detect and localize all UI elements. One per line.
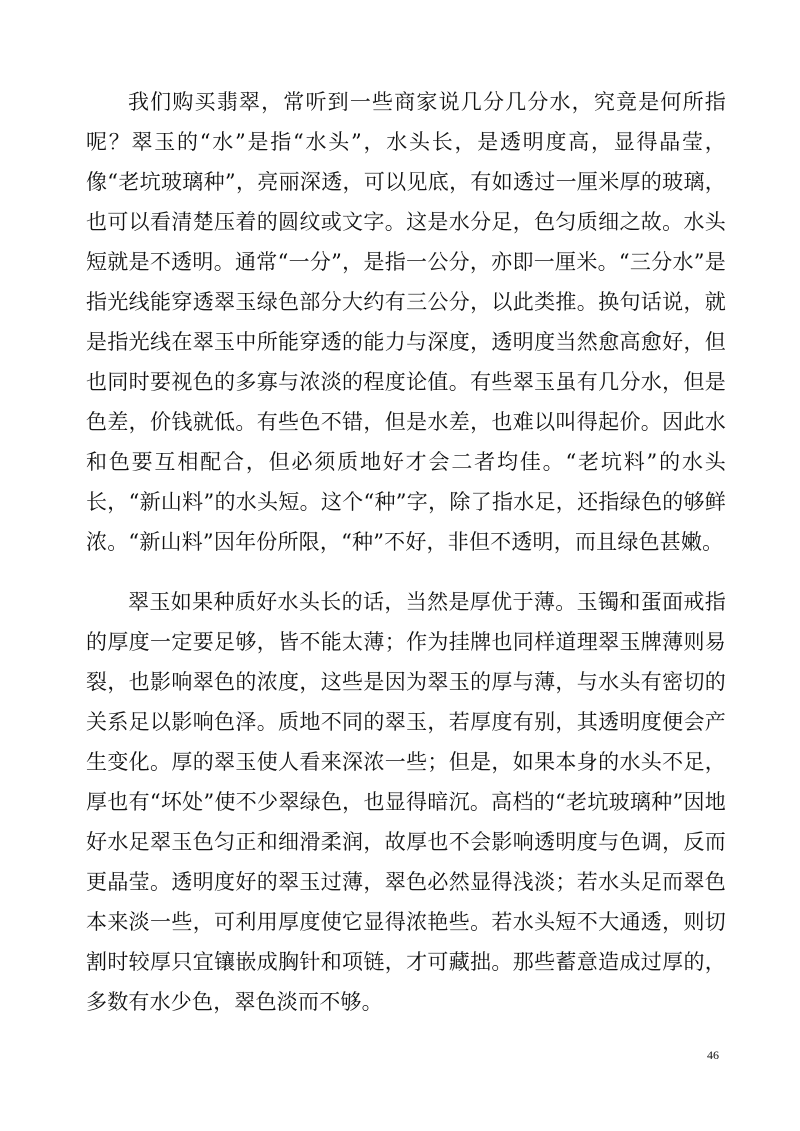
page-number: 46 xyxy=(707,1048,719,1062)
paragraph-thickness: 翠玉如果种质好水头长的话，当然是厚优于薄。玉镯和蛋面戒指的厚度一定要足够，皆不能太薄；作为挂牌也同样道理翠玉牌薄则易裂，也影响翠色的浓度，这些是因为翠玉的厚与薄，与水头有密切的关系足以影响色泽。质地不同的翠玉，若厚度有别，其透明度便会产生变化。厚的翠玉使人看来深浓一些；但是，如果本身的水头不足，厚也有“坏处”使不少翠绿色，也显得暗沉。高档的“老坑玻璃种”因地好水足翠玉色匀正和细滑柔润，故厚也不会影响透明度与色调，反而更晶莹。透明度好的翠玉过薄，翠色必然显得浅淡；若水头足而翠色本来淡一些，可利用厚度使它显得浓艳些。若水头短不大通透，则切割时较厚只宜镶嵌成胸针和项链，才可藏拙。那些蓄意造成过厚的，多数有水少色，翠色淡而不够。 xyxy=(86,590,726,1014)
paragraph-water-head: 我们购买翡翠，常听到一些商家说几分几分水，究竟是何所指呢？翠玉的“水”是指“水头”，水头长，是透明度高，显得晶莹，像“老坑玻璃种”，亮丽深透，可以见底，有如透过一厘米厚的玻璃，也可以看清楚压着的圆纹或文字。这是水分足，色匀质细之故。水头短就是不透明。通常“一分”，是指一公分，亦即一厘米。“三分水”是指光线能穿透翠玉绿色部分大约有三公分，以此类推。换句话说，就是指光线在翠玉中所能穿透的能力与深度，透明度当然愈高愈好，但也同时要视色的多寡与浓淡的程度论值。有些翠玉虽有几分水，但是色差，价钱就低。有些色不错，但是水差，也难以叫得起价。因此水和色要互相配合，但必须质地好才会二者均佳。“老坑料”的水头长，“新山料”的水头短。这个“种”字，除了指水足，还指绿色的够鲜浓。“新山料”因年份所限，“种”不好，非但不透明，而且绿色甚嫩。 xyxy=(86,90,726,554)
